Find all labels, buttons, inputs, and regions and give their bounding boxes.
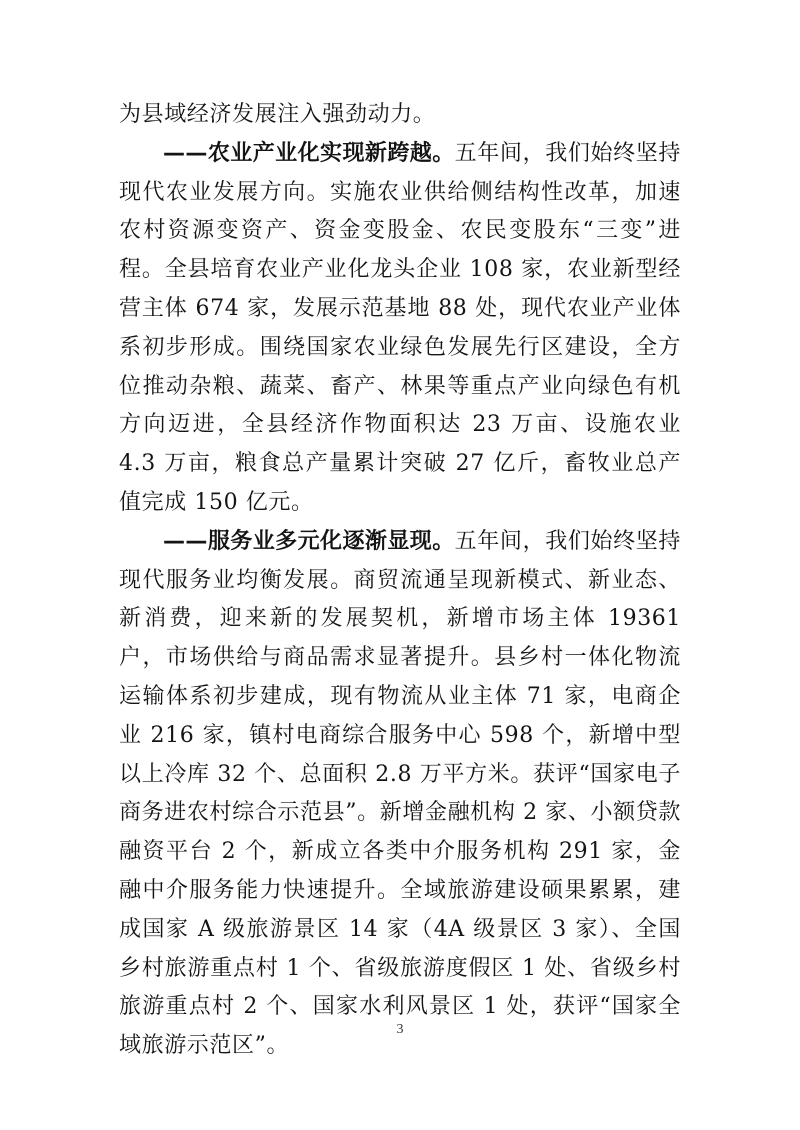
body-text [119, 96, 681, 1066]
paragraph-text: 五年间，我们始终坚持现代服务业均衡发展。商贸流通呈现新模式、新业态、新消费，迎来新的发展契机，新增市场主体 19361 户，市场供给与商品需求显著提升。县乡村一体化物流运输体系初步建成，现有物流从业主体 71 家，电商企业 216 家，镇村电商综合服务中心 598 个，新增中型以上冷库 32 个、总面积 2.8 万平方米。获评“国家电子商务进农村综合示范县”。新增金融机构 2 家、小额贷款融资平台 2 个，新成立各类中介服务机构 291 家，金融中介服务能力快速提升。全域旅游建设硕果累累，建成国家 A 级旅游景区 14 家（4A 级景区 3 家）、全国乡村旅游重点村 1 个、省级旅游度假区 1 处、省级乡村旅游重点村 2 个、国家水利风景区 1 处，获评“国家全域旅游示范区”。 [119, 528, 681, 1059]
paragraph-services [119, 523, 681, 1066]
paragraph-agriculture [119, 135, 681, 523]
paragraph-text: 五年间，我们始终坚持现代农业发展方向。实施农业供给侧结构性改革，加速农村资源变资产、资金变股金、农民变股东“三变”进程。全县培育农业产业化龙头企业 108 家，农业新型经营主体 674 家，发展示范基地 88 处，现代农业产业体系初步形成。围绕国家农业绿色发展先行区建设，全方位推动杂粮、蔬菜、畜产、林果等重点产业向绿色有机方向迈进，全县经济作物面积达 23 万亩、设施农业 4.3 万亩，粮食总产量累计突破 27 亿斤，畜牧业总产值完成 150 亿元。 [119, 140, 681, 515]
paragraph-continuation [119, 96, 681, 135]
paragraph-text: 为县域经济发展注入强劲动力。 [119, 102, 436, 127]
paragraph-heading: ——服务业多元化逐渐显现。 [163, 528, 455, 554]
paragraph-heading: ——农业产业化实现新跨越。 [163, 140, 455, 166]
page-number: 3 [396, 1022, 404, 1037]
